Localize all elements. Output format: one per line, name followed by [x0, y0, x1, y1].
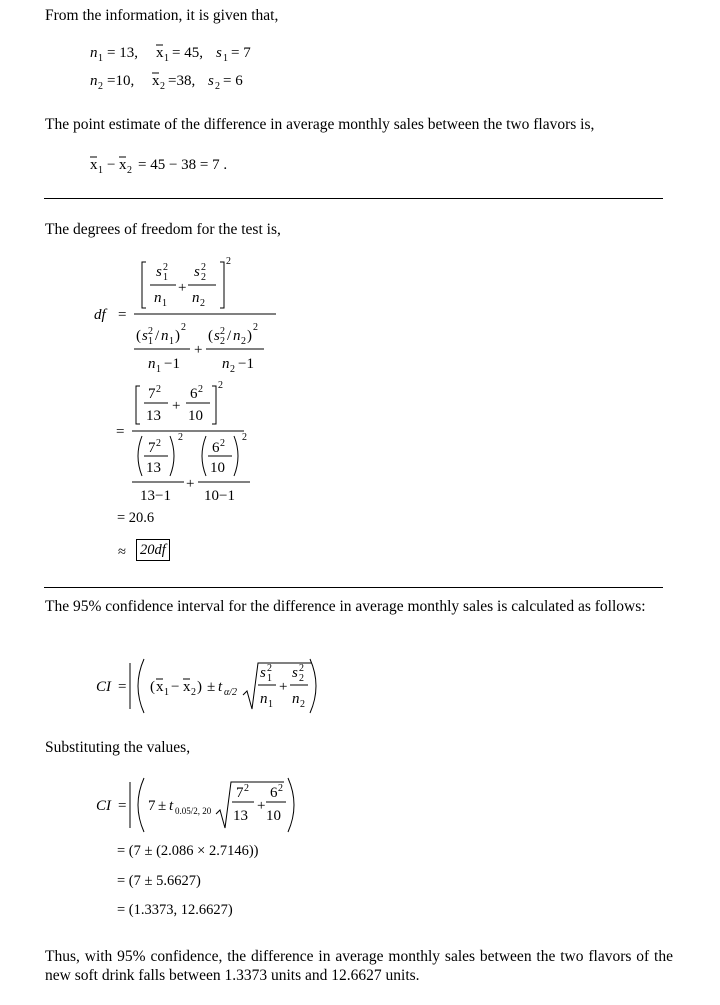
svg-text:2: 2	[220, 336, 225, 347]
svg-text:s: s	[156, 264, 162, 280]
svg-text:+: +	[279, 679, 288, 695]
svg-text:6: 6	[190, 386, 198, 402]
svg-text:2: 2	[267, 663, 272, 674]
svg-text:2: 2	[98, 81, 103, 92]
svg-text:1: 1	[267, 673, 272, 684]
ci-step-1: = (7 ± (2.086 × 2.7146))	[117, 843, 259, 859]
svg-text:1: 1	[156, 364, 161, 375]
svg-text:13−1: 13−1	[140, 488, 171, 504]
svg-text:−: −	[171, 679, 180, 695]
df-text: The degrees of freedom for the test is,	[45, 221, 281, 238]
svg-text:10: 10	[266, 808, 281, 824]
svg-text:10: 10	[188, 408, 203, 424]
svg-text:2: 2	[178, 432, 183, 443]
point-estimate-equation	[90, 150, 290, 178]
svg-text:(: (	[208, 328, 213, 344]
svg-text:−1: −1	[238, 356, 254, 372]
svg-text:6: 6	[270, 785, 278, 801]
svg-text:= 45 − 38 = 7 .: = 45 − 38 = 7 .	[138, 157, 228, 173]
svg-text:1: 1	[164, 687, 169, 698]
df-formula	[90, 252, 290, 380]
df-label: df	[94, 307, 106, 323]
svg-text:2: 2	[198, 384, 203, 395]
svg-text:7: 7	[148, 798, 156, 814]
svg-text:2: 2	[200, 298, 205, 309]
df-numeric	[110, 378, 270, 508]
svg-text:=: =	[118, 307, 127, 323]
svg-text:=: =	[118, 679, 127, 695]
given-n1: n	[90, 45, 98, 61]
svg-text:1: 1	[223, 53, 228, 64]
svg-text:x: x	[156, 679, 164, 695]
svg-text:+: +	[186, 476, 195, 492]
svg-text:2: 2	[160, 81, 165, 92]
df-result: = 20.6	[117, 510, 155, 526]
svg-text:CI: CI	[96, 798, 111, 814]
svg-text:s: s	[208, 73, 214, 89]
svg-text:±: ±	[158, 798, 167, 814]
svg-text:1: 1	[98, 165, 103, 176]
point-estimate-text: The point estimate of the difference in average monthly sales between the two flavors is,	[45, 116, 595, 133]
svg-text:): )	[197, 679, 202, 695]
svg-text:x: x	[152, 73, 160, 89]
svg-text:2: 2	[181, 322, 186, 333]
svg-text:+: +	[194, 342, 203, 358]
svg-text:2: 2	[201, 272, 206, 283]
svg-text:s: s	[260, 665, 266, 681]
svg-text:7: 7	[236, 785, 244, 801]
svg-text:t: t	[218, 679, 223, 695]
svg-text:−1: −1	[164, 356, 180, 372]
svg-text:±: ±	[207, 679, 216, 695]
svg-text:= 45,: = 45,	[172, 45, 203, 61]
svg-text:2: 2	[156, 384, 161, 395]
svg-text:0.05/2, 20: 0.05/2, 20	[175, 806, 212, 816]
svg-text:1: 1	[169, 336, 174, 347]
svg-text:2: 2	[148, 326, 153, 337]
svg-text:10−1: 10−1	[204, 488, 235, 504]
svg-text:x: x	[183, 679, 191, 695]
svg-text:2: 2	[299, 673, 304, 684]
svg-text:CI: CI	[96, 679, 111, 695]
divider-1	[44, 198, 663, 199]
svg-text:n: n	[192, 290, 200, 306]
svg-text:s: s	[292, 665, 298, 681]
given-values	[90, 38, 350, 96]
svg-text:2: 2	[191, 687, 196, 698]
svg-text:2: 2	[242, 432, 247, 443]
svg-text:1: 1	[148, 336, 153, 347]
divider-2	[44, 587, 663, 588]
svg-text:2: 2	[244, 783, 249, 794]
svg-text:(: (	[150, 679, 155, 695]
svg-text:2: 2	[127, 165, 132, 176]
svg-text:n: n	[260, 691, 268, 707]
conclusion-text: Thus, with 95% confidence, the difference in average monthly sales between the two flavors of the new soft drink falls between 1.3373 units and 12.6627 units.	[45, 948, 673, 984]
svg-text:1: 1	[98, 53, 103, 64]
svg-text:2: 2	[226, 256, 231, 267]
svg-text:−: −	[107, 157, 116, 173]
svg-text:= 13,: = 13,	[107, 45, 138, 61]
ci-text: The 95% confidence interval for the difference in average monthly sales is calculated as follows:	[45, 598, 646, 615]
svg-text:t: t	[169, 798, 174, 814]
svg-text:s: s	[194, 264, 200, 280]
svg-text:10: 10	[210, 460, 225, 476]
svg-text:=: =	[116, 424, 125, 440]
svg-text:= 6: = 6	[223, 73, 243, 89]
svg-text:2: 2	[241, 336, 246, 347]
svg-text:+: +	[178, 280, 187, 296]
svg-text:n: n	[148, 356, 156, 372]
svg-text:7: 7	[148, 386, 156, 402]
svg-text:): )	[247, 328, 252, 344]
svg-text:n: n	[222, 356, 230, 372]
intro-text: From the information, it is given that,	[45, 7, 279, 24]
svg-text:=10,: =10,	[107, 73, 135, 89]
given-n2: n	[90, 73, 98, 89]
svg-text:/: /	[155, 328, 160, 344]
svg-text:2: 2	[220, 326, 225, 337]
svg-text:n: n	[233, 328, 241, 344]
svg-text:2: 2	[218, 380, 223, 391]
svg-text:2: 2	[215, 81, 220, 92]
svg-text:(: (	[136, 328, 141, 344]
svg-text:2: 2	[278, 783, 283, 794]
svg-text:2: 2	[163, 262, 168, 273]
df-approx-symbol: ≈	[118, 544, 126, 560]
svg-text:= 7: = 7	[231, 45, 251, 61]
svg-text:2: 2	[299, 663, 304, 674]
svg-text:=38,: =38,	[168, 73, 196, 89]
svg-text:2: 2	[253, 322, 258, 333]
svg-text:2: 2	[230, 364, 235, 375]
ci-numeric	[96, 776, 316, 836]
svg-text:n: n	[292, 691, 300, 707]
svg-text:7: 7	[148, 440, 156, 456]
svg-text:2: 2	[220, 438, 225, 449]
svg-text:13: 13	[146, 460, 161, 476]
svg-text:1: 1	[162, 298, 167, 309]
svg-text:/: /	[227, 328, 232, 344]
ci-formula	[96, 655, 336, 717]
svg-text:s: s	[214, 328, 220, 344]
substituting-text: Substituting the values,	[45, 739, 191, 756]
svg-text:s: s	[142, 328, 148, 344]
svg-text:+: +	[257, 798, 266, 814]
svg-text:13: 13	[146, 408, 161, 424]
svg-text:x: x	[119, 157, 127, 173]
ci-step-2: = (7 ± 5.6627)	[117, 873, 201, 889]
svg-text:α/2: α/2	[224, 687, 238, 698]
df-approx-box: 20df	[136, 539, 170, 561]
svg-text:+: +	[172, 398, 181, 414]
svg-text:s: s	[216, 45, 222, 61]
svg-text:2: 2	[156, 438, 161, 449]
svg-text:n: n	[154, 290, 162, 306]
svg-text:1: 1	[268, 699, 273, 710]
svg-text:): )	[175, 328, 180, 344]
svg-text:n: n	[161, 328, 169, 344]
svg-text:1: 1	[164, 53, 169, 64]
svg-text:x: x	[90, 157, 98, 173]
svg-text:2: 2	[300, 699, 305, 710]
svg-text:6: 6	[212, 440, 220, 456]
svg-text:13: 13	[233, 808, 248, 824]
ci-step-3: = (1.3373, 12.6627)	[117, 902, 233, 918]
svg-text:=: =	[118, 798, 127, 814]
svg-text:2: 2	[201, 262, 206, 273]
svg-text:x: x	[156, 45, 164, 61]
svg-text:1: 1	[163, 272, 168, 283]
